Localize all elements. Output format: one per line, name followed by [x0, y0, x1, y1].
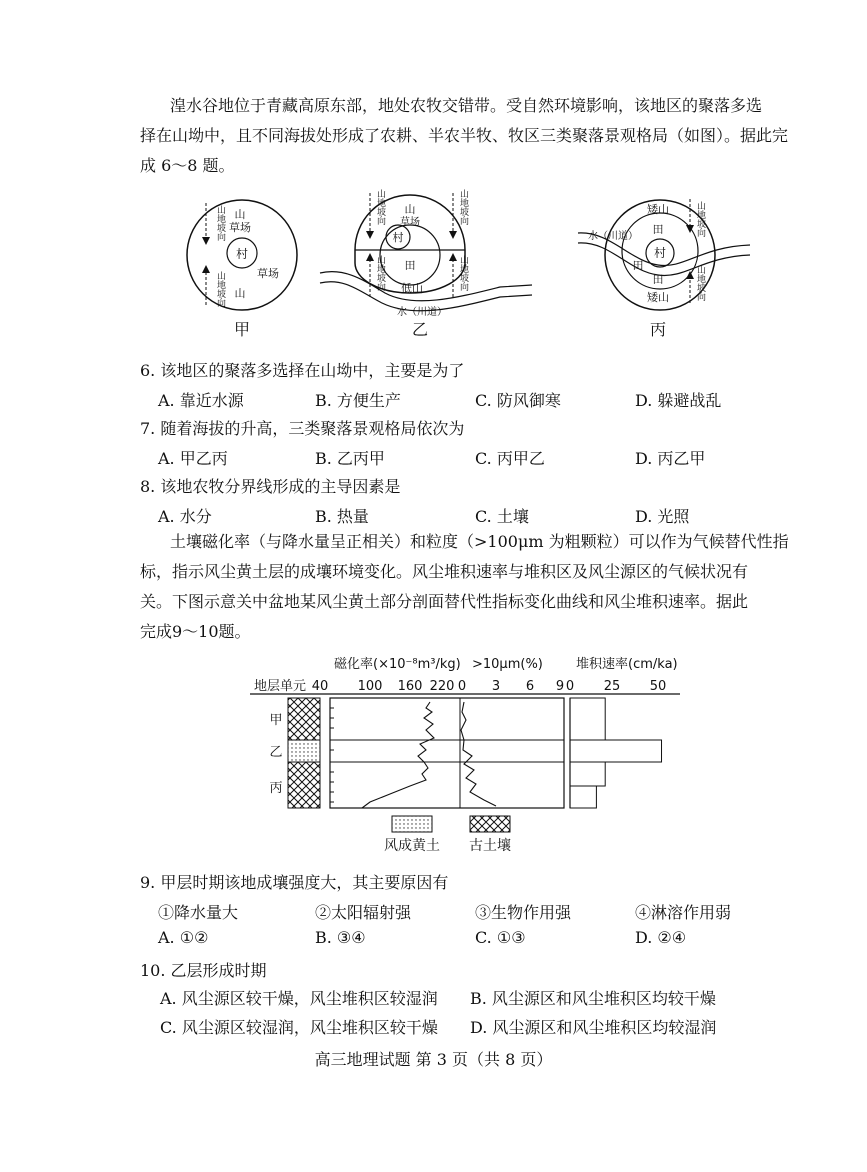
q7-option-d[interactable]: D. 丙乙甲 [635, 449, 706, 468]
yi-slope-tl: 山地坡向 [375, 189, 385, 225]
jia-village: 村 [235, 247, 249, 261]
bing-tian-left: 田 [632, 259, 644, 272]
p1-tick-2: 160 [397, 679, 423, 694]
rate-step-3 [570, 786, 596, 808]
p1-tick-3: 220 [429, 679, 455, 694]
q8-stem: 8. 该地农牧分界线形成的主导因素是 [140, 477, 401, 496]
jia-shan-top: 山 [234, 208, 246, 221]
panel2-title: >10μm(%) [472, 657, 543, 672]
layer-label-yi: 乙 [269, 745, 283, 760]
legend-paleosol: 古土壤 [469, 838, 511, 854]
magnetic-curve [362, 702, 434, 808]
yi-shan: 山 [404, 203, 416, 216]
page-footer: 高三地理试题 第 3 页（共 8 页） [314, 1050, 553, 1069]
p2-tick-0: 0 [457, 679, 467, 694]
grain-size-curve [461, 702, 496, 806]
rate-step-2 [570, 762, 605, 786]
q6-option-a[interactable]: A. 靠近水源 [158, 391, 244, 410]
strata-chart [250, 650, 690, 860]
p2-tick-2: 6 [525, 679, 535, 694]
q9-item-2: ②太阳辐射强 [315, 903, 412, 922]
q9-option-a[interactable]: A. ①② [158, 928, 209, 947]
q8-option-d[interactable]: D. 光照 [635, 507, 690, 526]
accumulation-rate-steps [570, 698, 662, 808]
q9-item-3: ③生物作用强 [475, 903, 572, 922]
rate-step-0 [570, 698, 605, 740]
q10-stem: 10. 乙层形成时期 [140, 961, 267, 980]
q9-option-b[interactable]: B. ③④ [315, 928, 366, 947]
bing-aishan-bottom: 矮山 [647, 291, 669, 304]
q10-option-d[interactable]: D. 风尘源区和风尘堆积区均较湿润 [470, 1018, 717, 1037]
q10-option-a[interactable]: A. 风尘源区较干燥，风尘堆积区较湿润 [160, 989, 438, 1008]
panel3-title: 堆积速率(cm/ka) [576, 657, 678, 672]
rate-step-1 [570, 740, 662, 762]
intro2-line2: 标，指示风尘黄土层的成壤环境变化。风尘堆积速率与堆积区及风尘源区的气候状况有 [140, 562, 749, 581]
bing-aishan-top: 矮山 [647, 203, 669, 216]
q6-option-c[interactable]: C. 防风御寒 [475, 391, 561, 410]
q9-option-d[interactable]: D. ②④ [635, 928, 687, 947]
legend-loess: 风成黄土 [384, 838, 440, 854]
q6-option-b[interactable]: B. 方便生产 [315, 391, 401, 410]
stratum-header: 地层单元 [254, 679, 307, 694]
bing-slope-top: 山地坡向 [695, 201, 705, 237]
diagram-bing [578, 199, 750, 339]
q7-option-a[interactable]: A. 甲乙丙 [158, 449, 228, 468]
q7-option-b[interactable]: B. 乙丙甲 [315, 449, 385, 468]
panel1-title: 磁化率(×10⁻⁸m³/kg) [334, 657, 461, 672]
stratum-bing [288, 762, 320, 808]
yi-dishan: 低山 [401, 282, 423, 295]
q9-stem: 9. 甲层时期该地成壤强度大，其主要原因有 [140, 873, 449, 892]
q8-option-a[interactable]: A. 水分 [158, 507, 212, 526]
p2-tick-1: 3 [491, 679, 501, 694]
jia-slope-label-bottom: 山地坡向 [215, 271, 225, 307]
bing-village: 村 [653, 246, 667, 260]
yi-caochang: 草场 [400, 217, 420, 228]
q8-option-b[interactable]: B. 热量 [315, 507, 369, 526]
diagram-yi [320, 188, 532, 339]
yi-slope-tr: 山地坡向 [458, 189, 468, 225]
bing-tian-bottom: 田 [652, 273, 664, 286]
stratum-yi [288, 740, 320, 762]
settlement-diagrams [170, 185, 770, 345]
yi-village: 村 [392, 231, 404, 244]
stratum-jia [288, 698, 320, 740]
jia-caption: 甲 [233, 320, 251, 339]
intro2-line3: 关。下图示意关中盆地某风尘黄土部分剖面替代性指标变化曲线和风尘堆积速率。据此 [140, 592, 749, 611]
q10-option-c[interactable]: C. 风尘源区较湿润，风尘堆积区较干燥 [160, 1018, 438, 1037]
q8-option-c[interactable]: C. 土壤 [475, 507, 529, 526]
bing-water: 水（川道） [588, 231, 638, 242]
intro1-line1: 湟水谷地位于青藏高原东部，地处农牧交错带。受自然环境影响，该地区的聚落多选 [170, 96, 763, 115]
yi-slope-bl: 山地坡向 [375, 255, 385, 291]
yi-slope-br: 山地坡向 [458, 255, 468, 291]
intro1-line3: 成 6～8 题。 [140, 156, 235, 175]
q9-item-1: ①降水量大 [158, 903, 239, 922]
q7-stem: 7. 随着海拔的升高，三类聚落景观格局依次为 [140, 419, 465, 438]
intro2-line1: 土壤磁化率（与降水量呈正相关）和粒度（>100μm 为粗颗粒）可以作为气候替代性指 [170, 532, 789, 551]
p3-tick-1: 25 [603, 679, 621, 694]
q9-item-4: ④淋溶作用弱 [635, 903, 732, 922]
p3-tick-0: 0 [565, 679, 575, 694]
legend-swatch-paleosol [470, 816, 510, 832]
yi-water: 水（川道） [397, 307, 447, 318]
jia-shan-bottom: 山 [234, 287, 246, 300]
bing-tian-top: 田 [652, 223, 664, 236]
yi-tian: 田 [404, 259, 416, 272]
p1-tick-0: 40 [311, 679, 329, 694]
diagram-jia [187, 200, 297, 339]
intro2-line4: 完成9～10题。 [140, 622, 251, 641]
yi-caption: 乙 [411, 320, 429, 339]
jia-caochang-bottom: 草场 [257, 267, 279, 280]
intro1-line2: 择在山坳中，且不同海拔处形成了农耕、半农半牧、牧区三类聚落景观格局（如图）。据此完 [140, 126, 789, 145]
q10-option-b[interactable]: B. 风尘源区和风尘堆积区均较干燥 [470, 989, 716, 1008]
p2-tick-3: 9 [555, 679, 565, 694]
q7-option-c[interactable]: C. 丙甲乙 [475, 449, 545, 468]
q9-option-c[interactable]: C. ①③ [475, 928, 526, 947]
legend-swatch-loess [392, 816, 432, 832]
bing-slope-bottom: 山地坡向 [695, 265, 705, 301]
p3-tick-2: 50 [649, 679, 667, 694]
layer-label-bing: 丙 [269, 781, 283, 796]
q6-stem: 6. 该地区的聚落多选择在山坳中，主要是为了 [140, 361, 465, 380]
bing-caption: 丙 [649, 320, 667, 339]
q6-option-d[interactable]: D. 躲避战乱 [635, 391, 722, 410]
jia-slope-label-top: 山地坡向 [215, 205, 225, 241]
layer-label-jia: 甲 [269, 713, 283, 728]
p1-tick-1: 100 [357, 679, 383, 694]
jia-caochang-top: 草场 [229, 221, 251, 234]
